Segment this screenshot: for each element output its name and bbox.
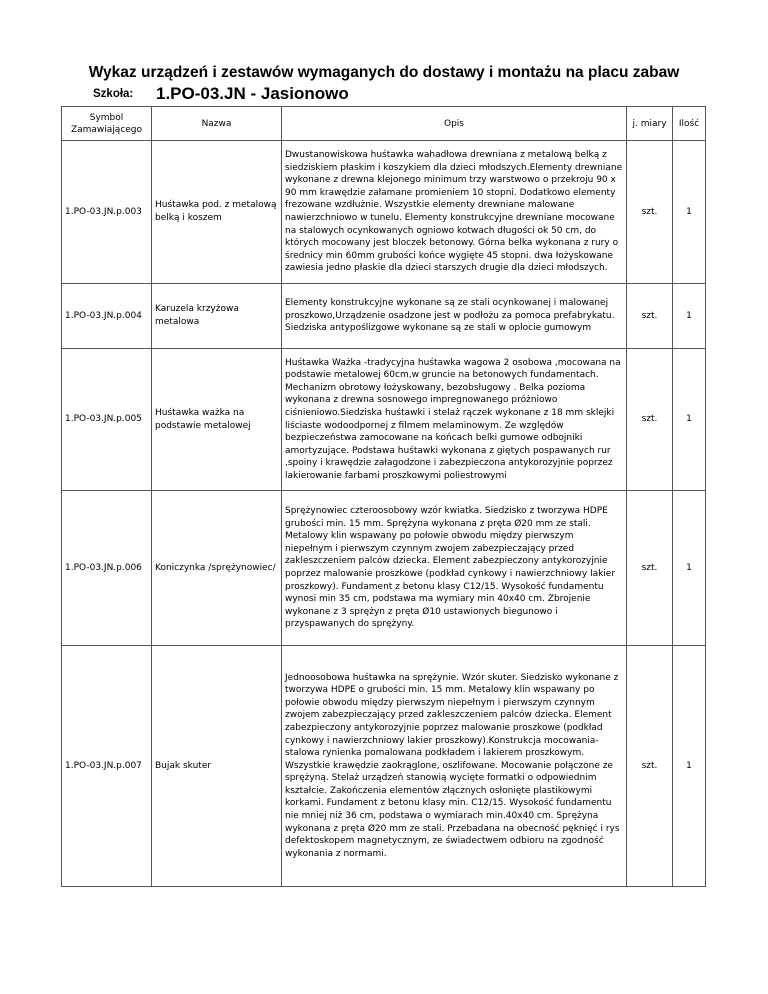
column-header-name: Nazwa xyxy=(152,107,282,141)
cell-unit: szt. xyxy=(627,141,673,284)
cell-description: Huśtawka Ważka -tradycyjna huśtawka wagowa 2 osobowa ,mocowana na podstawie metalowej 60cm,w gruncie na betonowych fundamentach. Mechanizm obrotowy łożyskowany, bezobsługowy . Belka pozioma wykonana z drewna sosnowego impregnowanego próżniowo ciśnieniowo.Siedziska huśtawki i stelaż rączek wykonane z 18 mm sklejki liściaste wodoodpornej z filmem melaminowym. Ze względów bezpieczeństwa zamocowane na końcach belki gumowe odbojniki amortyzujące. Podstawa huśtawki wykonana z giętych pospawanych rur ,spoiny i krawędzie załagodzone i zabezpieczona antykorozyjnie poprzez lakierowanie farbami proszkowymi poliestrowymi xyxy=(282,349,627,491)
cell-symbol: 1.PO-03.JN.p.005 xyxy=(62,349,152,491)
cell-quantity: 1 xyxy=(673,284,706,349)
school-label: Szkoła: xyxy=(93,88,134,100)
table-header-row xyxy=(62,107,706,141)
cell-name: Huśtawka pod. z metalową belką i koszem xyxy=(152,141,282,284)
cell-name: Huśtawka ważka na podstawie metalowej xyxy=(152,349,282,491)
cell-description: Elementy konstrukcyjne wykonane są ze stali ocynkowanej i malowanej proszkowo,Urządzenie osadzone jest w podłożu za pomoca prefabrykatu. Siedziska antypoślizgowe wykonane są ze stali w oplocie gumowym xyxy=(282,284,627,349)
cell-unit: szt. xyxy=(627,646,673,887)
column-header-symbol: Symbol Zamawiającego xyxy=(62,107,152,141)
cell-symbol: 1.PO-03.JN.p.007 xyxy=(62,646,152,887)
equipment-table xyxy=(61,106,706,887)
cell-symbol: 1.PO-03.JN.p.003 xyxy=(62,141,152,284)
cell-unit: szt. xyxy=(627,491,673,646)
column-header-unit: j. miary xyxy=(627,107,673,141)
cell-description: Sprężynowiec czteroosobowy wzór kwiatka. Siedzisko z tworzywa HDPE grubości min. 15 mm. Sprężyna wykonana z pręta Ø20 mm ze stali. Metalowy klin wspawany po połowie obwodu między pierwszym niepełnym i pierwszym czynnym zwojem zabezpieczający przed zakleszczeniem palców dziecka. Element zabezpieczony antykorozyjnie poprzez malowanie proszkowe (podkład cynkowy i nawierzchniowy lakier proszkowy). Fundament z betonu klasy C12/15. Wysokość fundamentu wynosi min 35 cm, podstawa ma wymiary min 40x40 cm. Zbrojenie wykonane z 3 sprężyn z pręta Ø10 ustawionych biegunowo i przyspawanych do sprężyny. xyxy=(282,491,627,646)
table-row xyxy=(62,646,706,887)
table-row xyxy=(62,349,706,491)
cell-unit: szt. xyxy=(627,284,673,349)
cell-name: Bujak skuter xyxy=(152,646,282,887)
page-title: Wykaz urządzeń i zestawów wymaganych do dostawy i montażu na placu zabaw xyxy=(88,64,680,81)
cell-quantity: 1 xyxy=(673,349,706,491)
column-header-quantity: Ilość xyxy=(673,107,706,141)
cell-quantity: 1 xyxy=(673,491,706,646)
column-header-description: Opis xyxy=(282,107,627,141)
table-row xyxy=(62,141,706,284)
cell-symbol: 1.PO-03.JN.p.004 xyxy=(62,284,152,349)
cell-symbol: 1.PO-03.JN.p.006 xyxy=(62,491,152,646)
cell-description: Dwustanowiskowa huśtawka wahadłowa drewniana z metalową belką z siedziskiem płaskim i koszykiem dla dzieci młodszych.Elementy drewniane wykonane z drewna klejonego minimum trzy warstwowo o przekroju 90 x 90 mm krawędzie załamane promieniem 10 stopni. Dodatkowo elementy frezowane wzdłużnie. Wszystkie elementy drewniane malowane nawierzchniowo w tunelu. Elementy konstrukcyjne drewniane mocowane na stalowych ocynkowanych ogniowo kotwach długości ok 50 cm, do których mocowany jest bloczek betonowy. Górna belka wykonana z rury o średnicy min 60mm grubości końce wygięte 45 stopni. dwa łożyskowane zawiesia jedno płaskie dla dzieci starszych drugie dla dzieci młodszych. xyxy=(282,141,627,284)
table-row xyxy=(62,491,706,646)
cell-quantity: 1 xyxy=(673,141,706,284)
cell-name: Karuzela krzyżowa metalowa xyxy=(152,284,282,349)
cell-quantity: 1 xyxy=(673,646,706,887)
table-row xyxy=(62,284,706,349)
cell-name: Koniczynka /sprężynowiec/ xyxy=(152,491,282,646)
cell-description: Jednoosobowa huśtawka na sprężynie. Wzór skuter. Siedzisko wykonane z tworzywa HDPE o grubości min. 15 mm. Metalowy klin wspawany po połowie obwodu między pierwszym niepełnym i pierwszym czynnym zwojem zabezpieczający przed zakleszczeniem palców dziecka. Element zabezpieczony antykorozyjnie poprzez malowanie proszkowe (podkład cynkowy i nawierzchniowy lakier proszkowy).Konstrukcja mocowania- stalowa rynienka pomalowana podkładem i lakierem proszkowym. Wszystkie krawędzie zaokrąglone, oszlifowane. Mocowanie połączone ze sprężyną. Stelaż urządzeń stanowią wycięte formatki o odpowiednim kształcie. Zakończenia elementów złącznych osłonięte plastikowymi korkami. Fundament z betonu klasy min. C12/15. Wysokość fundamentu nie mniej niż 36 cm, podstawa o wymiarach min.40x40 cm. Sprężyna wykonana z pręta Ø20 mm ze stali. Przebadana na obecność pęknięć i rys defektoskopem magnetycznym, ze świadectwem odbioru na zgodność wykonania z normami. xyxy=(282,646,627,887)
cell-unit: szt. xyxy=(627,349,673,491)
school-name: 1.PO-03.JN - Jasionowo xyxy=(156,84,349,103)
